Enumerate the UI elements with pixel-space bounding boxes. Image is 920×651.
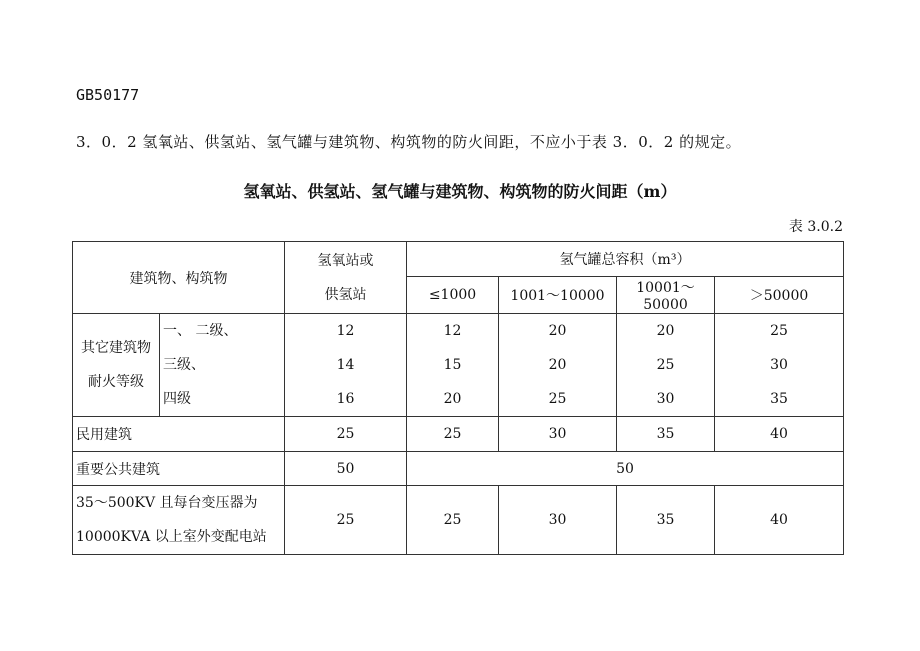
value: 35: [617, 486, 715, 555]
value: 25: [770, 323, 788, 339]
fire-grade: 三级、: [163, 357, 205, 373]
fire-grade: 一、 二级、: [163, 323, 238, 339]
header-station: [285, 242, 407, 314]
header-tank-col: 1001～10000: [499, 277, 617, 314]
fire-grade-cell: [160, 314, 285, 417]
value: 35: [770, 391, 788, 407]
fire-rating-label: [73, 314, 160, 417]
value: 14: [336, 357, 355, 373]
row-label: 重要公共建筑: [73, 452, 285, 486]
header-tank-col: 10001～50000: [617, 277, 715, 314]
value: 25: [407, 417, 499, 452]
fire-rating-label-line2: 耐火等级: [88, 374, 144, 390]
value: 20: [656, 323, 675, 339]
tank-values: [499, 314, 617, 417]
header-tank-col: ＞50000: [715, 277, 844, 314]
value: 30: [499, 417, 617, 452]
header-station-line2: 供氢站: [324, 286, 367, 303]
fire-grade: 四级: [163, 391, 191, 407]
tank-values: [715, 314, 844, 417]
header-tank-col: ≤1000: [407, 277, 499, 314]
table-title: 氢氧站、供氢站、氢气罐与建筑物、构筑物的防火间距（m）: [243, 182, 677, 201]
value: 25: [285, 486, 407, 555]
standard-code: GB50177: [76, 86, 140, 104]
value: 25: [407, 486, 499, 555]
value: 20: [548, 357, 567, 373]
value: 40: [715, 417, 844, 452]
row-label: [73, 486, 285, 555]
value: 12: [443, 323, 462, 339]
value: 30: [499, 486, 617, 555]
table-row: [73, 486, 844, 555]
fire-distance-table: [72, 241, 844, 555]
header-building: 建筑物、构筑物: [73, 242, 285, 314]
value: 16: [336, 391, 355, 407]
header-station-line1: 氢氧站或: [317, 252, 374, 269]
value: 40: [715, 486, 844, 555]
value: 35: [617, 417, 715, 452]
value: 20: [443, 391, 462, 407]
value: 25: [285, 417, 407, 452]
row-label-line2: 10000KVA 以上室外变配电站: [76, 529, 267, 545]
table-row: [73, 417, 844, 452]
value: 12: [336, 323, 355, 339]
value: 20: [548, 323, 567, 339]
value: 50: [285, 452, 407, 486]
table-row: [73, 314, 844, 417]
clause-text: 3．0．2 氢氧站、供氢站、氢气罐与建筑物、构筑物的防火间距，不应小于表 3．0．2 的规定。: [76, 133, 742, 151]
value: 50: [407, 452, 844, 486]
row-label: 民用建筑: [73, 417, 285, 452]
value: 25: [656, 357, 675, 373]
fire-rating-label-line1: 其它建筑物: [81, 340, 151, 356]
row-label-line1: 35～500KV 且每台变压器为: [76, 495, 258, 511]
table-number: 表 3.0.2: [788, 219, 843, 235]
tank-values: [617, 314, 715, 417]
value: 30: [656, 391, 675, 407]
value: 15: [443, 357, 462, 373]
table-row: [73, 452, 844, 486]
value: 25: [548, 391, 567, 407]
tank-values: [407, 314, 499, 417]
value: 30: [770, 357, 788, 373]
station-values: [285, 314, 407, 417]
header-tank-volume: 氢气罐总容积（m³）: [407, 242, 844, 277]
